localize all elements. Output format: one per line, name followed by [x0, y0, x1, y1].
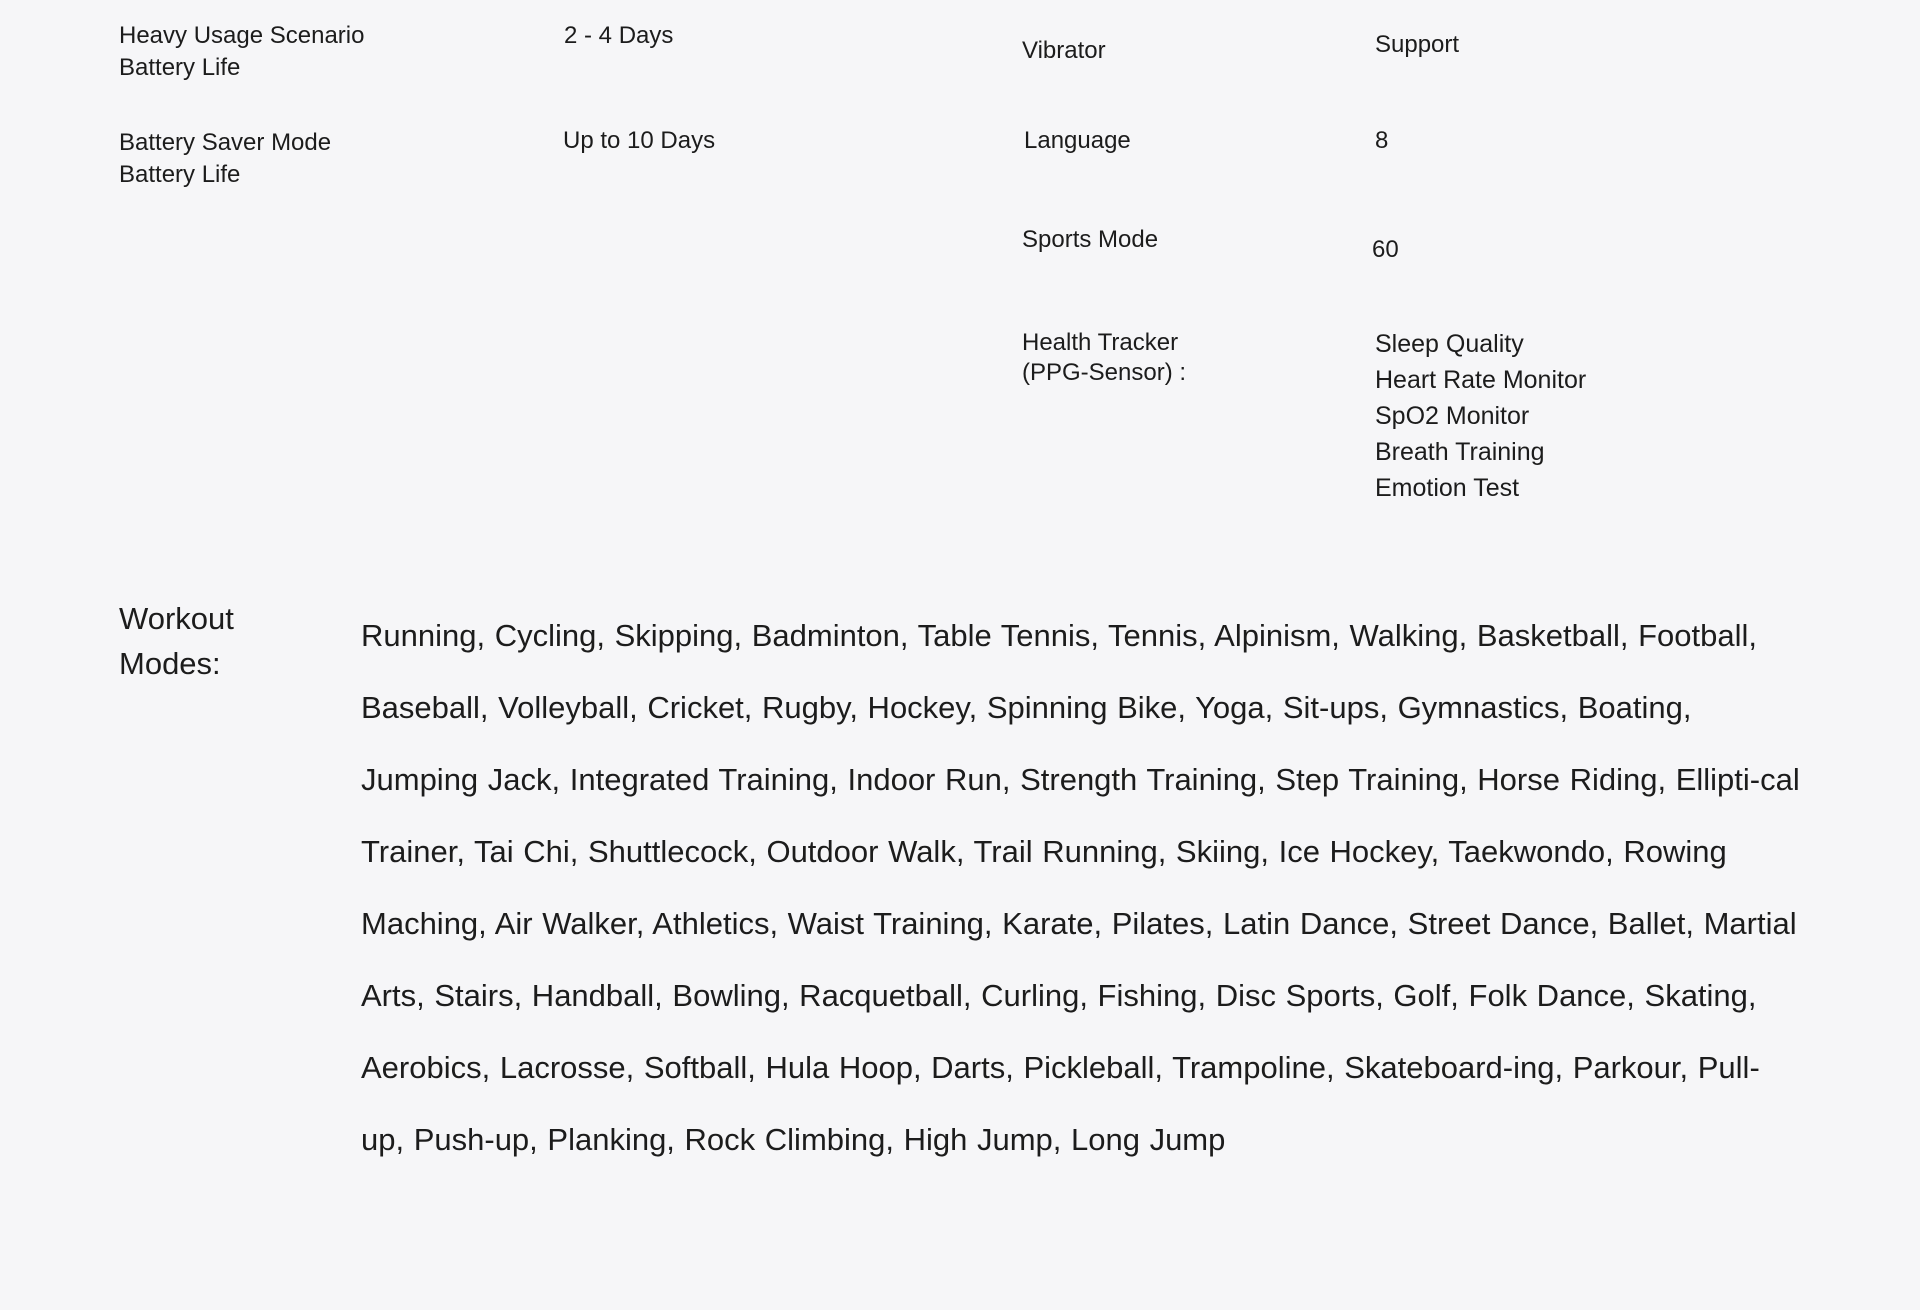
heavy-usage-battery-value: 2 - 4 Days	[564, 22, 674, 49]
health-item: Breath Training	[1375, 438, 1545, 466]
sports-mode-value: 60	[1372, 236, 1399, 263]
health-tracker-label: Health Tracker (PPG-Sensor) :	[1022, 329, 1187, 386]
health-item: Emotion Test	[1375, 474, 1520, 502]
heavy-usage-battery-label: Heavy Usage Scenario Battery Life	[119, 22, 365, 81]
workout-modes-list: Running, Cycling, Skipping, Badminton, Table Tennis, Tennis, Alpinism, Walking, Basketball, Football, Baseball, Volleyball, Cricket, Rugby, Hockey, Spinning Bike, Yoga, Sit-ups, Gymnastics, Boating, Jumping Jack, Integrated Training, Indoor Run, Strength Training, Step Training, Horse Riding, Ellipti-cal Trainer, Tai Chi, Shuttlecock, Outdoor Walk, Trail Running, Skiing, Ice Hockey, Taekwondo, Rowing Maching, Air Walker, Athletics, Waist Training, Karate, Pilates, Latin Dance, Street Dance, Ballet, Martial Arts, Stairs, Handball, Bowling, Racquetball, Curling, Fishing, Disc Sports, Golf, Folk Dance, Skating, Aerobics, Lacrosse, Softball, Hula Hoop, Darts, Pickleball, Trampoline, Skateboard-ing, Parkour, Pull-up, Push-up, Planking, Rock Climbing, High Jump, Long Jump	[361, 618, 1800, 1157]
vibrator-label: Vibrator	[1022, 37, 1106, 64]
language-value: 8	[1375, 127, 1389, 154]
sports-mode-label: Sports Mode	[1022, 226, 1159, 253]
battery-saver-value: Up to 10 Days	[563, 127, 716, 154]
health-item: Sleep Quality	[1375, 330, 1524, 358]
language-label: Language	[1024, 127, 1131, 154]
health-tracker-list	[1375, 326, 1586, 506]
workout-modes-label: Workout Modes:	[119, 601, 234, 681]
health-item: SpO2 Monitor	[1375, 402, 1530, 430]
health-item: Heart Rate Monitor	[1375, 366, 1587, 394]
battery-saver-label: Battery Saver Mode Battery Life	[119, 129, 332, 188]
vibrator-value: Support	[1375, 31, 1460, 58]
